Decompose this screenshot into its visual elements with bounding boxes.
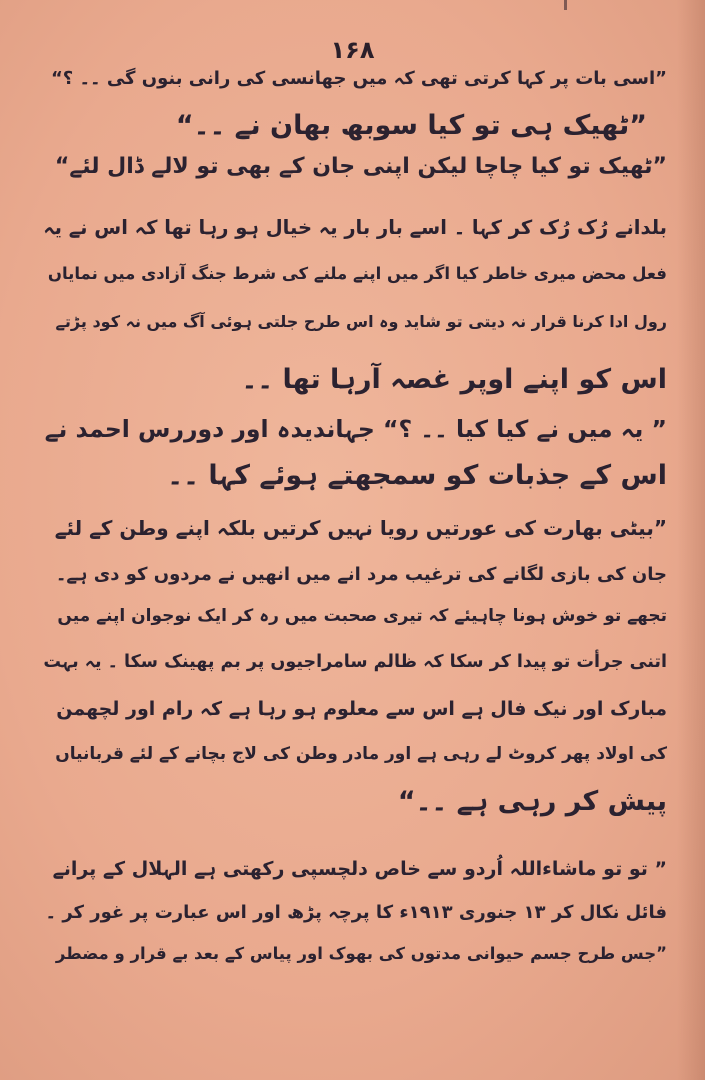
- text-line: اس کو اپنے اوپر غصہ آرہا تھا ۔۔: [241, 364, 667, 395]
- text-line: بلدانے رُک رُک کر کہا ۔ اسے بار بار یہ خیال ہو رہا تھا کہ اس نے یہ: [43, 216, 667, 239]
- page-number: ۱۶۸: [330, 36, 375, 64]
- text-line: مبارک اور نیک فال ہے اس سے معلوم ہو رہا ہے کہ رام اور لچھمن: [56, 698, 667, 720]
- text-line: رول ادا کرنا قرار نہ دیتی تو شاید وہ اس طرح جلتی ہوئی آگ میں نہ کود پڑتے: [55, 312, 667, 331]
- text-line: ”اسی بات پر کہا کرتی تھی کہ میں جھانسی کی رانی بنوں گی ۔۔ ؟“: [50, 68, 667, 89]
- text-line: اس کے جذبات کو سمجھتے ہوئے کہا ۔۔: [167, 460, 667, 491]
- text-line: ” یہ میں نے کیا کیا ۔۔ ؟“ جہاندیدہ اور دوررس احمد نے: [44, 415, 667, 443]
- text-line: اتنی جرأت تو پیدا کر سکا کہ ظالم سامراجیوں پر بم پھینک سکا ۔ یہ بہت: [43, 652, 667, 672]
- text-line: فائل نکال کر ۱۳ جنوری ۱۹۱۳ء کا پرچہ پڑھ اور اس عبارت پر غور کر ۔: [45, 902, 667, 923]
- text-line: ”ٹھیک ہی تو کیا سوبھ بھان نے ۔۔“: [175, 110, 647, 141]
- text-line: ”جس طرح جسم حیوانی مدتوں کی بھوک اور پیاس کے بعد بے قرار و مضطر: [55, 944, 667, 963]
- text-line: فعل محض میری خاطر کیا اگر میں اپنے ملنے کی شرط جنگ آزادی میں نمایاں: [47, 264, 667, 283]
- page-corner-mark: [564, 0, 567, 10]
- text-line: ” تو تو ماشاءاللہ اُردو سے خاص دلچسپی رکھتی ہے الہلال کے پرانے: [52, 858, 667, 880]
- text-line: ”بیٹی بھارت کی عورتیں رویا نہیں کرتیں بلکہ اپنے وطن کے لئے: [54, 516, 667, 540]
- text-line: ”ٹھیک تو کیا چاچا لیکن اپنی جان کے بھی تو لالے ڈال لئے“: [54, 154, 667, 179]
- text-line: کی اولاد پھر کروٹ لے رہی ہے اور مادر وطن کی لاج بچانے کے لئے قربانیاں: [55, 744, 667, 764]
- text-line: تجھے تو خوش ہونا چاہیئے کہ تیری صحبت میں رہ کر ایک نوجوان اپنے میں: [57, 606, 667, 626]
- text-line: پیش کر رہی ہے ۔۔“: [397, 786, 667, 817]
- page-edge-shadow: [677, 0, 705, 1080]
- text-line: جان کی بازی لگانے کی ترغیب مرد انے میں انھیں نے مردوں کو دی ہے۔: [55, 564, 667, 585]
